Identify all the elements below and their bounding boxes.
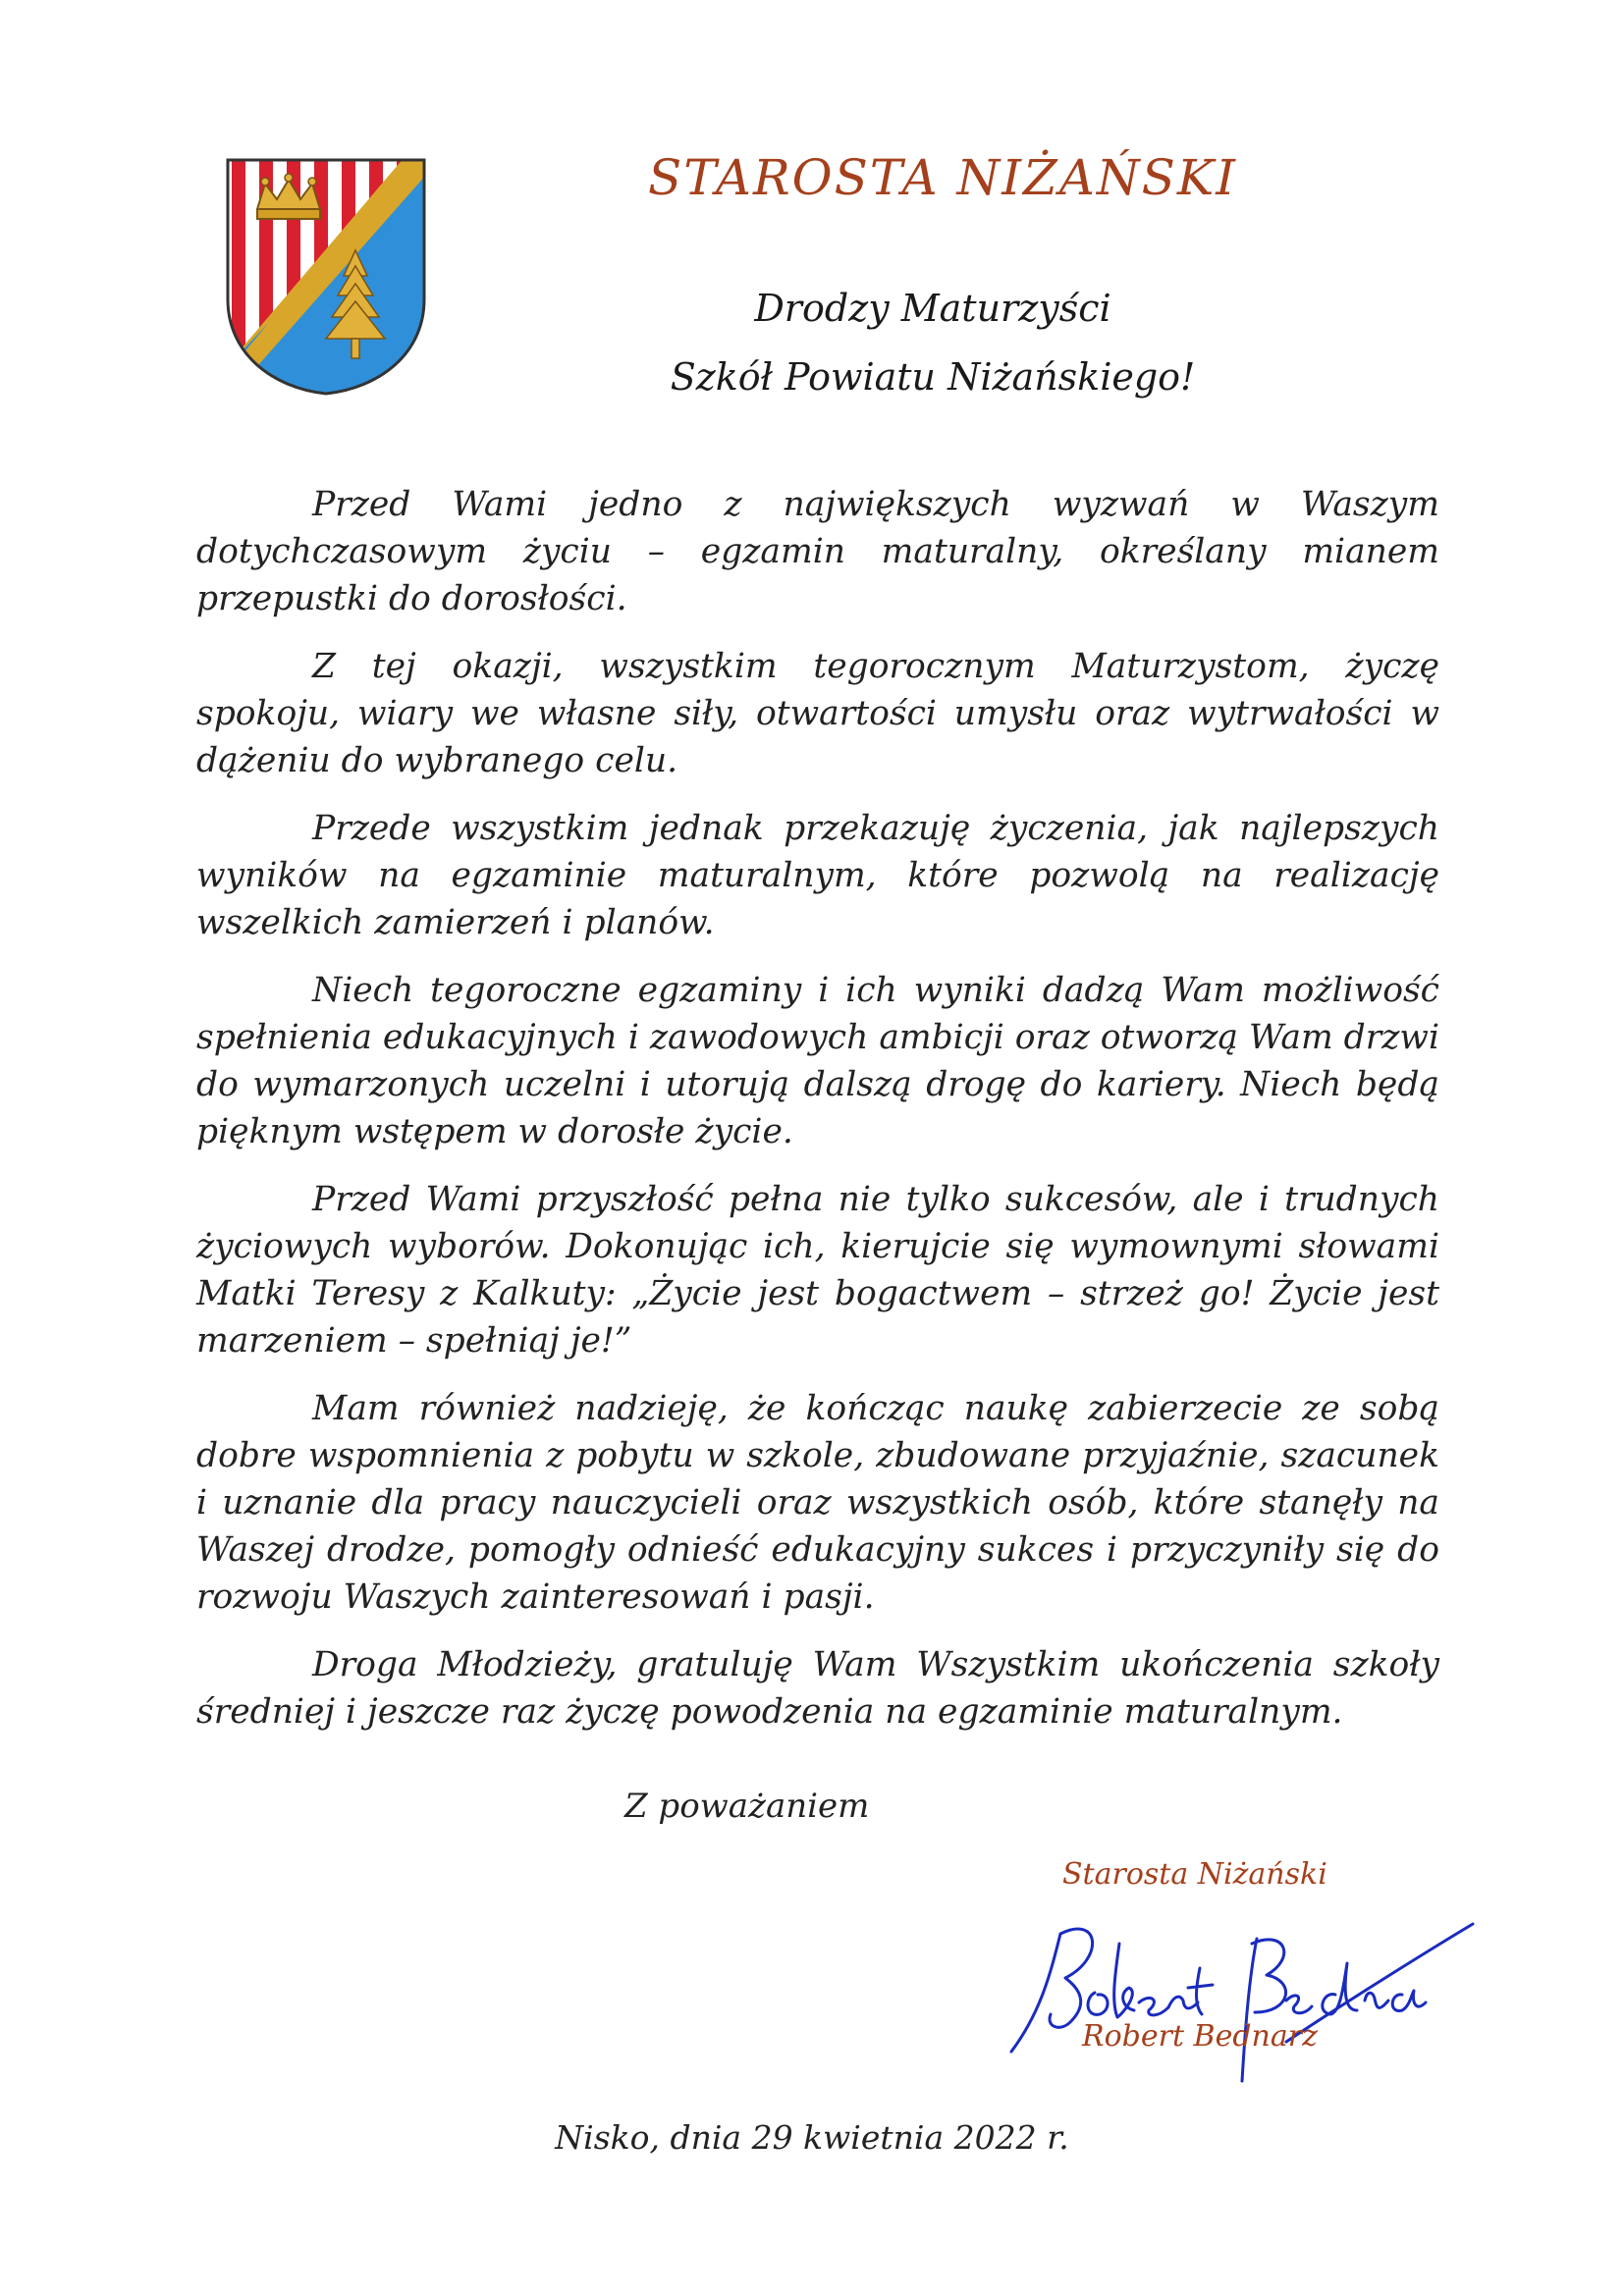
body-paragraph: Przed Wami jedno z największych wyzwań w Waszym dotychczasowym życiu – egzamin maturalny, określany mianem przepustki do dorosłości. (196, 485, 1439, 618)
body-paragraph: Droga Młodzieży, gratuluję Wam Wszystkim ukończenia szkoły średniej i jeszcze raz życzę powodzenia na egzaminie maturalnym. (196, 1645, 1439, 1732)
letter-body (196, 481, 1439, 1756)
body-paragraph: Niech tegoroczne egzaminy i ich wyniki dadzą Wam możliwość spełnienia edukacyjnych i zawodowych ambicji oraz otworzą Wam drzwi do wymarzonych uczelni i utorują dalszą drogę do kariery. Niech będą pięknym wstępem w dorosłe życie. (196, 971, 1439, 1151)
body-paragraph: Mam również nadzieję, że kończąc naukę zabierzecie ze sobą dobre wspomnienia z pobytu w szkole, zbudowane przyjaźnie, szacunek i uznanie dla pracy nauczycieli oraz wszystkich osób, które stanęły na Waszej drodze, pomogły odnieść edukacyjny sukces i przyczyniły się do rozwoju Waszych zainteresowań i pasji. (196, 1389, 1439, 1617)
body-paragraph: Przed Wami przyszłość pełna nie tylko sukcesów, ale i trudnych życiowych wyborów. Dokonując ich, kierujcie się wymownymi słowami Matki Teresy z Kalkuty: „Życie jest bogactwem – strzeż go! Życie jest marzeniem – spełniaj je!” (196, 1180, 1439, 1361)
handwritten-signature (992, 1885, 1483, 2110)
body-paragraph: Przede wszystkim jednak przekazuję życzenia, jak najlepszych wyników na egzaminie maturalnym, które pozwolą na realizację wszelkich zamierzeń i planów. (196, 809, 1439, 942)
body-paragraph: Z tej okazji, wszystkim tegorocznym Maturzystom, życzę spokoju, wiary we własne siły, otwartości umysłu oraz wytrwałości w dążeniu do wybranego celu. (196, 647, 1439, 780)
signature-name: Robert Bednarz (1082, 2019, 1318, 2054)
signature-role: Starosta Niżański (1062, 1857, 1327, 1892)
page-title: STAROSTA NIŻAŃSKI (648, 149, 1237, 206)
closing-salutation: Z poważaniem (624, 1787, 870, 1826)
place-and-date: Nisko, dnia 29 kwietnia 2022 r. (555, 2118, 1069, 2157)
greeting-line-2: Szkół Powiatu Niżańskiego! (670, 355, 1196, 399)
county-crest-icon (218, 152, 434, 398)
greeting-line-1: Drodzy Maturzyści (754, 287, 1111, 330)
